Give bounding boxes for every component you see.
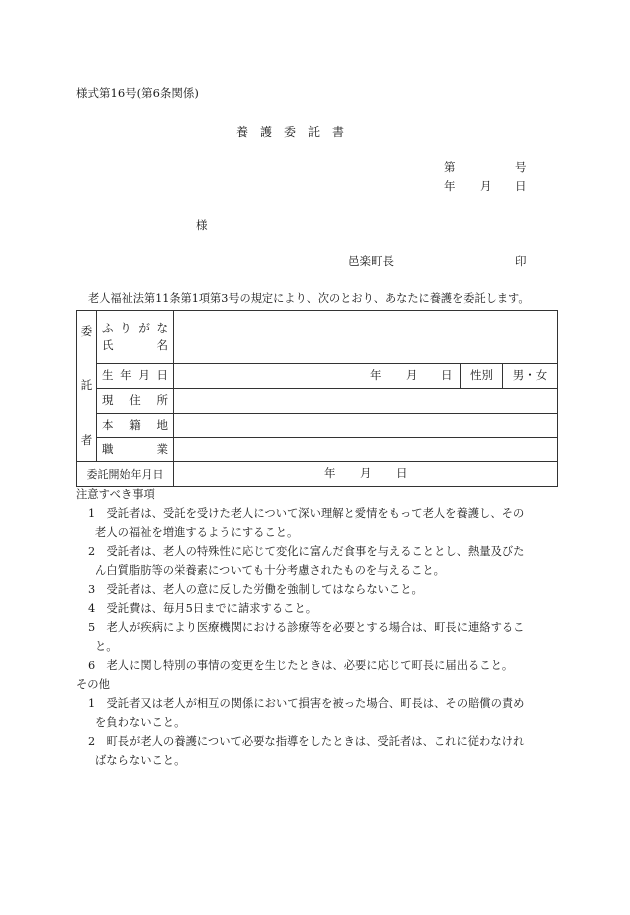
note-1-line-2: 老人の福祉を増進するようにすること。 — [95, 526, 299, 539]
intro-text: 老人福祉法第11条第1項第3号の規定により、次のとおり、あなたに養護を委託します。 — [88, 292, 530, 305]
group-char-2: 託 — [80, 378, 93, 393]
start-year-label: 年 — [324, 466, 336, 480]
other-1-line-1: 1 受託者又は老人が相互の関係において損害を被った場合、町長は、その賠償の責め — [88, 697, 525, 710]
seal-mark: 印 — [515, 254, 527, 268]
birthdate-label-cell: 生 年 月 日 — [97, 364, 174, 389]
furigana-label-row: ふ り が な — [102, 320, 168, 335]
note-6: 6 老人に関し特別の事情の変更を生じたときは、必要に応じて町長に届出ること。 — [88, 659, 514, 672]
address-label-cell: 現 住 所 — [97, 389, 174, 414]
birth-month-label: 月 — [406, 368, 418, 382]
other-1-line-2: を負わないこと。 — [95, 716, 186, 729]
note-5-line-2: と。 — [95, 640, 118, 653]
group-char-3: 者 — [80, 432, 93, 447]
note-3: 3 受託者は、老人の意に反した労働を強制してはならないこと。 — [88, 583, 423, 596]
other-heading: その他 — [76, 678, 110, 691]
addressee-suffix: 様 — [196, 218, 208, 232]
note-2-line-1: 2 受託者は、老人の特殊性に応じて変化に富んだ食事を与えることとし、熱量及びた — [88, 545, 525, 558]
group-char-1: 委 — [80, 324, 93, 338]
birthdate-value-cell[interactable] — [174, 364, 461, 389]
address-value-cell[interactable] — [174, 389, 558, 414]
entrustee-table — [76, 310, 558, 487]
start-day-label: 日 — [396, 466, 408, 480]
occupation-value-cell[interactable] — [174, 438, 558, 462]
honseki-label-cell: 本 籍 地 — [97, 414, 174, 438]
start-date-value-cell[interactable] — [174, 462, 558, 487]
notes-heading: 注意すべき事項 — [76, 488, 155, 501]
note-4: 4 受託費は、毎月5日までに請求すること。 — [88, 602, 318, 615]
document-title: 養 護 委 託 書 — [236, 125, 345, 139]
other-2-line-2: ばならないこと。 — [95, 754, 186, 767]
entrustee-group-label — [77, 311, 97, 462]
date-year-label: 年 — [444, 179, 456, 193]
name-value-cell[interactable] — [174, 311, 558, 364]
note-2-line-2: ん白質脂肪等の栄養素についても十分考慮されたものを与えること。 — [95, 564, 445, 577]
form-number: 様式第16号(第6条関係) — [76, 86, 199, 100]
honseki-value-cell[interactable] — [174, 414, 558, 438]
name-label-cell — [97, 311, 174, 364]
birth-year-label: 年 — [370, 368, 382, 382]
other-2-line-1: 2 町長が老人の養護について必要な指導をしたときは、受託者は、これに従わなけれ — [88, 735, 525, 748]
date-month-label: 月 — [480, 179, 492, 193]
issuer-name: 邑楽町長 — [348, 254, 394, 268]
note-1-line-1: 1 受託者は、受託を受けた老人について深い理解と愛情をもって老人を養護し、その — [88, 507, 525, 520]
name-label-row: 氏 名 — [102, 338, 168, 352]
start-date-label-cell: 委託開始年月日 — [77, 462, 174, 487]
sex-value-cell[interactable]: 男・女 — [503, 364, 558, 389]
occupation-label-cell: 職 業 — [97, 438, 174, 462]
date-day-label: 日 — [515, 179, 527, 193]
birth-day-label: 日 — [441, 368, 453, 382]
sex-label-cell: 性別 — [461, 364, 503, 389]
start-month-label: 月 — [360, 466, 372, 480]
note-5-line-1: 5 老人が疾病により医療機関における診療等を必要とする場合は、町長に連絡するこ — [88, 621, 525, 634]
number-label-dai: 第 — [444, 160, 456, 174]
number-label-go: 号 — [515, 160, 527, 174]
